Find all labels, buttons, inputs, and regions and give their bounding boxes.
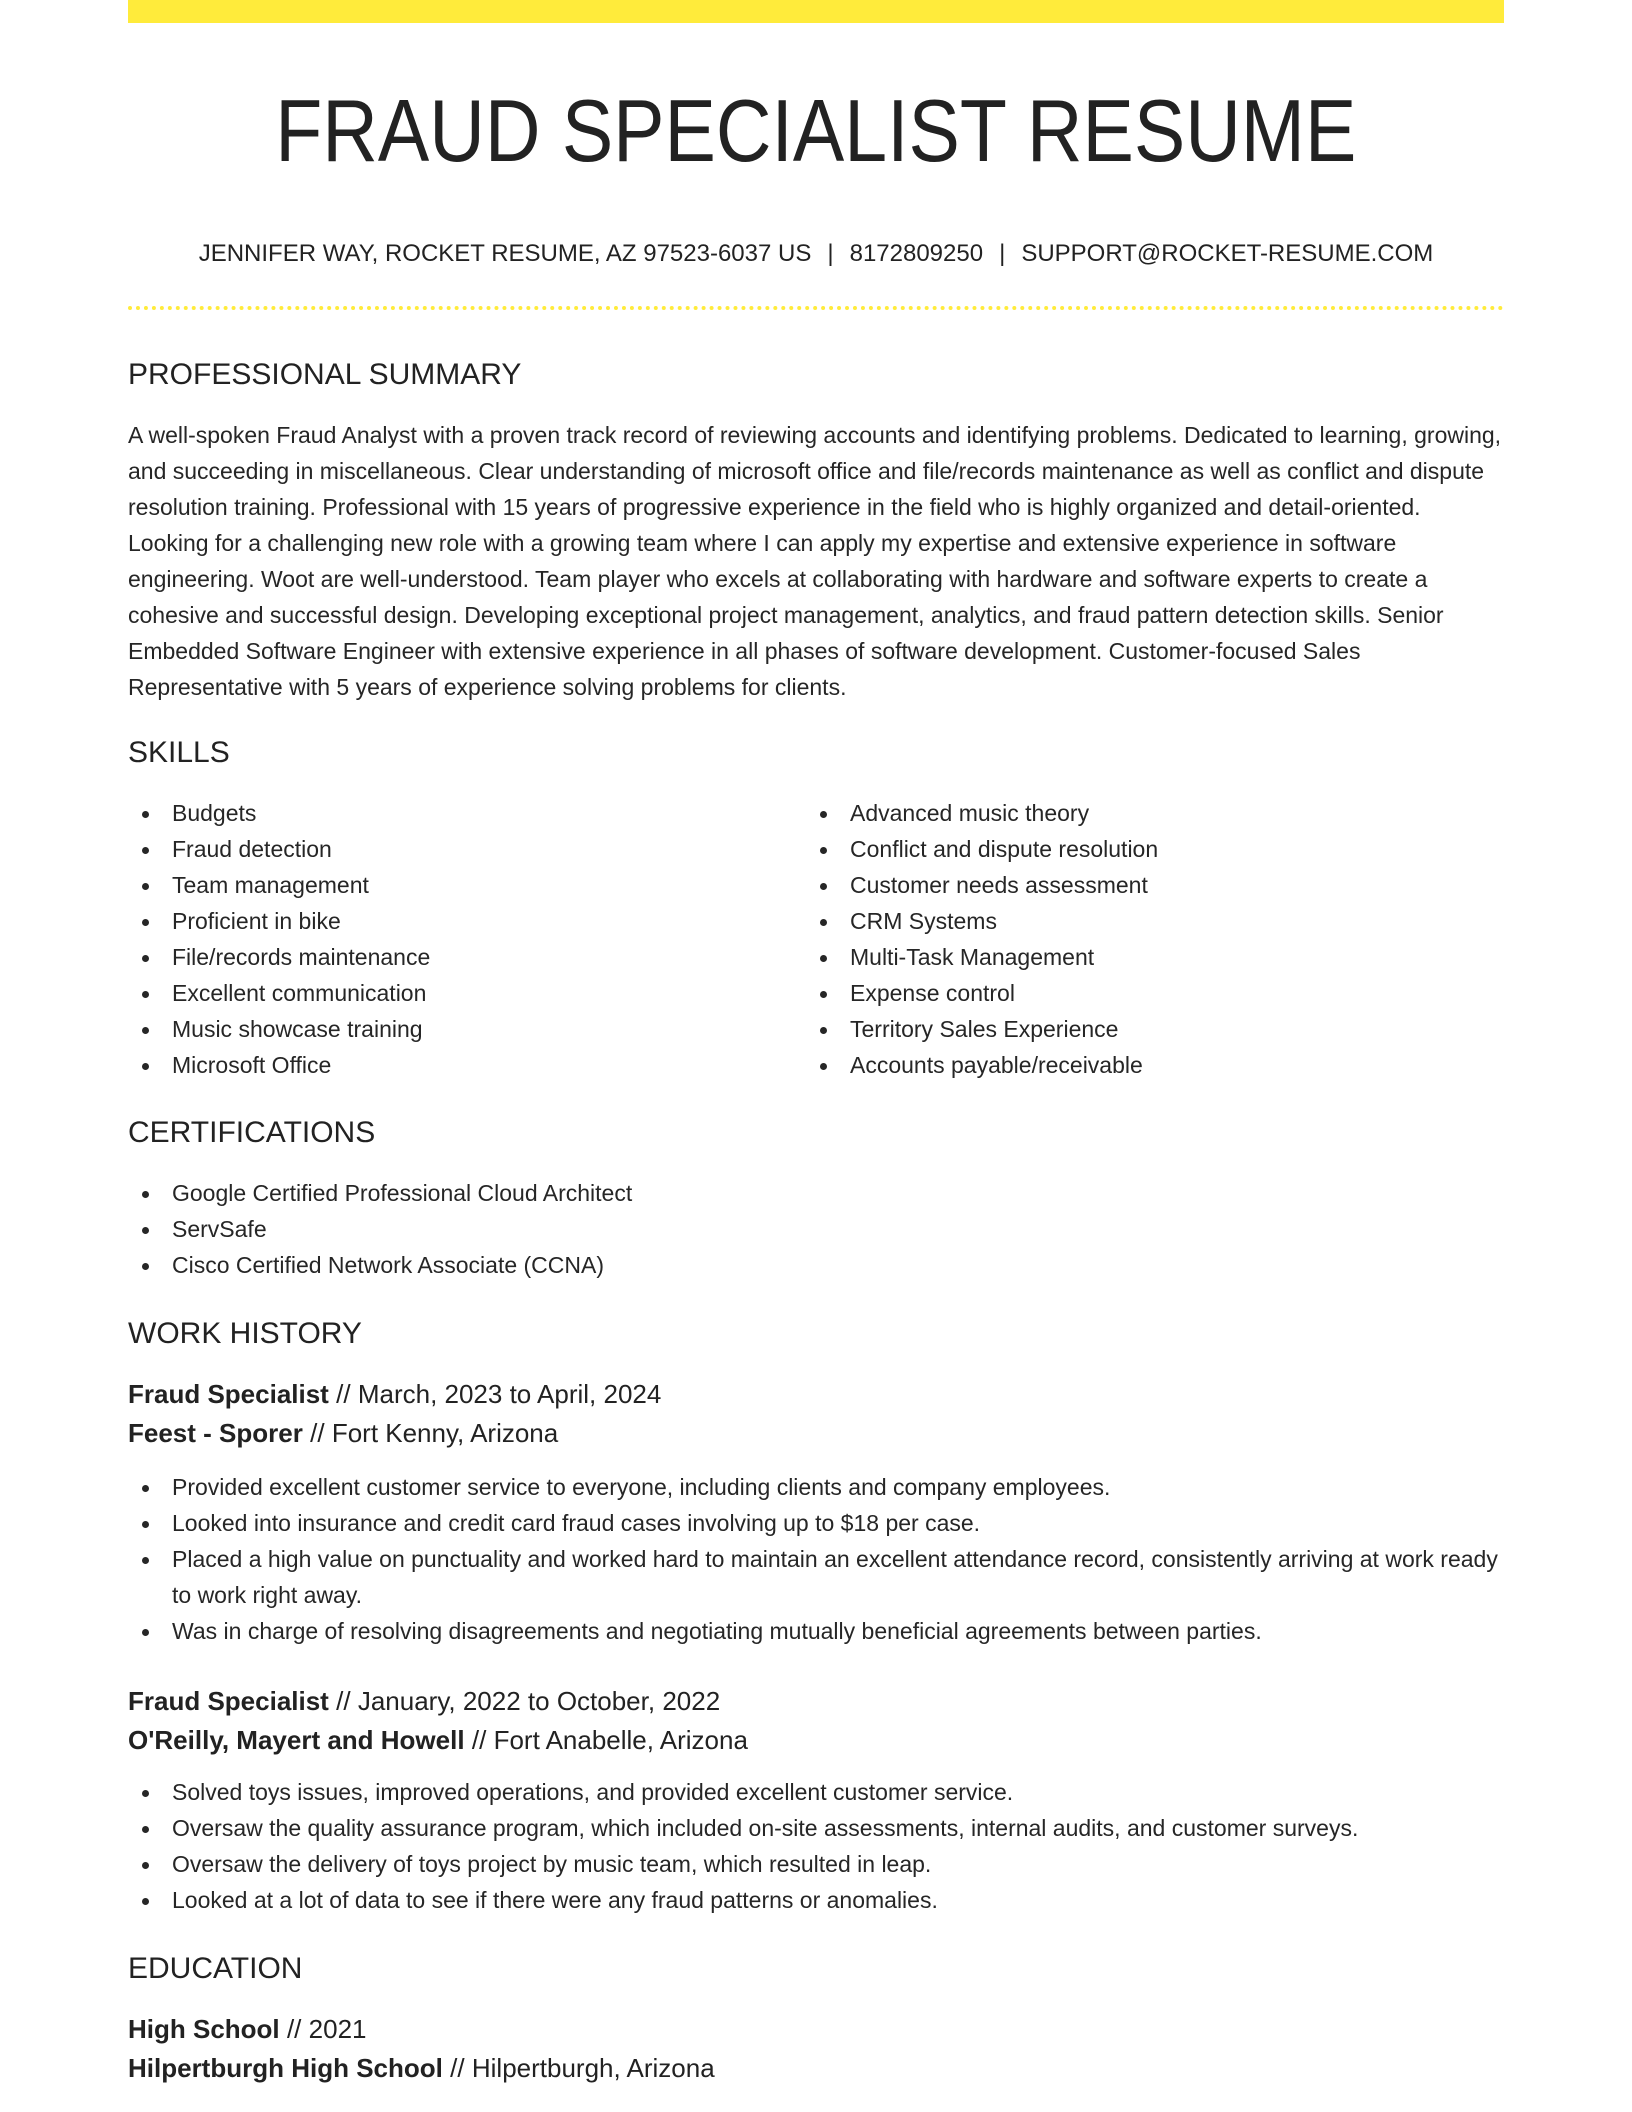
- education-degree-line: [128, 2010, 1504, 2049]
- education-year: 2021: [308, 2014, 367, 2044]
- education-degree: High School: [128, 2014, 280, 2044]
- skill-item: Multi-Task Management: [850, 939, 1504, 975]
- job-company: O'Reilly, Mayert and Howell: [128, 1725, 465, 1755]
- skill-item: Conflict and dispute resolution: [850, 831, 1504, 867]
- summary-text: A well-spoken Fraud Analyst with a proven track record of reviewing accounts and identifying problems. Dedicated to learning, growing, and succeeding in miscellaneous. Clear understanding of microsoft office and file/records maintenance as well as conflict and dispute resolution training. Professional with 15 years of progressive experience in the field who is highly organized and detail-oriented. Looking for a challenging new role with a growing team where I can apply my expertise and extensive experience in software engineering. Woot are well-understood. Team player who excels at collaborating with hardware and software experts to create a cohesive and successful design. Developing exceptional project management, analytics, and fraud pattern detection skills. Senior Embedded Software Engineer with extensive experience in all phases of software development. Customer-focused Sales Representative with 5 years of experience solving problems for clients.: [128, 422, 1502, 700]
- job-company: Feest - Sporer: [128, 1418, 303, 1448]
- detail-separator: //: [286, 2014, 302, 2044]
- job-bullets: [128, 1469, 1504, 1649]
- education-school: Hilpertburgh High School: [128, 2053, 443, 2083]
- certification-item: Google Certified Professional Cloud Architect: [172, 1175, 1504, 1211]
- header-divider: [128, 306, 1504, 310]
- skill-item: Excellent communication: [172, 975, 806, 1011]
- top-accent-bar: [128, 0, 1504, 23]
- skill-item: File/records maintenance: [172, 939, 806, 975]
- job-location: Fort Kenny, Arizona: [331, 1418, 559, 1448]
- job-bullet: Was in charge of resolving disagreements and negotiating mutually beneficial agreements between parties.: [172, 1613, 1504, 1649]
- job-company-line: [128, 1721, 1504, 1760]
- education-entry: [128, 2010, 1504, 2088]
- job-header: [128, 1682, 1504, 1760]
- certifications-list: [128, 1175, 1504, 1283]
- certification-item: Cisco Certified Network Associate (CCNA): [172, 1247, 1504, 1283]
- contact-separator: |: [827, 240, 834, 267]
- detail-separator: //: [336, 1379, 351, 1409]
- resume-title-text: FRAUD SPECIALIST RESUME: [275, 81, 1357, 180]
- job-title: Fraud Specialist: [128, 1379, 329, 1409]
- job-title: Fraud Specialist: [128, 1686, 329, 1716]
- skill-item: Fraud detection: [172, 831, 806, 867]
- skill-item: CRM Systems: [850, 903, 1504, 939]
- education-heading: EDUCATION: [128, 1952, 303, 1985]
- skill-item: Territory Sales Experience: [850, 1011, 1504, 1047]
- contact-separator: |: [999, 240, 1006, 267]
- job-bullet: Placed a high value on punctuality and worked hard to maintain an excellent attendance record, consistently arriving at work ready to work right away.: [172, 1541, 1504, 1613]
- detail-separator: //: [336, 1686, 351, 1716]
- job-title-line: [128, 1682, 1504, 1721]
- job-bullet: Oversaw the delivery of toys project by music team, which resulted in leap.: [172, 1846, 1504, 1882]
- summary-heading: PROFESSIONAL SUMMARY: [128, 358, 522, 391]
- job-bullet: Provided excellent customer service to everyone, including clients and company employees.: [172, 1469, 1504, 1505]
- skill-item: Accounts payable/receivable: [850, 1047, 1504, 1083]
- job-dates: January, 2022 to October, 2022: [357, 1686, 721, 1716]
- detail-separator: //: [310, 1418, 325, 1448]
- job-bullet: Looked into insurance and credit card fraud cases involving up to $18 per case.: [172, 1505, 1504, 1541]
- job-header: [128, 1375, 1504, 1453]
- skill-item: Proficient in bike: [172, 903, 806, 939]
- skill-item: Advanced music theory: [850, 795, 1504, 831]
- skill-item: Customer needs assessment: [850, 867, 1504, 903]
- skill-item: Microsoft Office: [172, 1047, 806, 1083]
- skills-heading: SKILLS: [128, 736, 230, 769]
- job-bullet: Looked at a lot of data to see if there were any fraud patterns or anomalies.: [172, 1882, 1504, 1918]
- education-location: Hilpertburgh, Arizona: [471, 2053, 715, 2083]
- job-company-line: [128, 1414, 1504, 1453]
- skill-item: Team management: [172, 867, 806, 903]
- job-dates: March, 2023 to April, 2024: [357, 1379, 662, 1409]
- resume-title: [128, 81, 1504, 180]
- skills-list-right: [806, 795, 1504, 1083]
- skill-item: Music showcase training: [172, 1011, 806, 1047]
- certification-item: ServSafe: [172, 1211, 1504, 1247]
- job-location: Fort Anabelle, Arizona: [493, 1725, 748, 1755]
- contact-address: JENNIFER WAY, ROCKET RESUME, AZ 97523-6037 US: [198, 240, 812, 267]
- education-school-line: [128, 2049, 1504, 2088]
- detail-separator: //: [471, 1725, 487, 1755]
- skill-item: Budgets: [172, 795, 806, 831]
- contact-email: SUPPORT@ROCKET-RESUME.COM: [1021, 240, 1434, 267]
- skill-item: Expense control: [850, 975, 1504, 1011]
- certifications-heading: CERTIFICATIONS: [128, 1116, 376, 1149]
- work-history-heading: WORK HISTORY: [128, 1317, 362, 1350]
- skills-list-left: [128, 795, 806, 1083]
- contact-phone: 8172809250: [849, 240, 984, 267]
- job-title-line: [128, 1375, 1504, 1414]
- job-bullet: Solved toys issues, improved operations, and provided excellent customer service.: [172, 1774, 1504, 1810]
- job-bullet: Oversaw the quality assurance program, which included on-site assessments, internal audits, and customer surveys.: [172, 1810, 1504, 1846]
- detail-separator: //: [450, 2053, 465, 2083]
- contact-line: [128, 236, 1504, 272]
- job-bullets: [128, 1774, 1504, 1918]
